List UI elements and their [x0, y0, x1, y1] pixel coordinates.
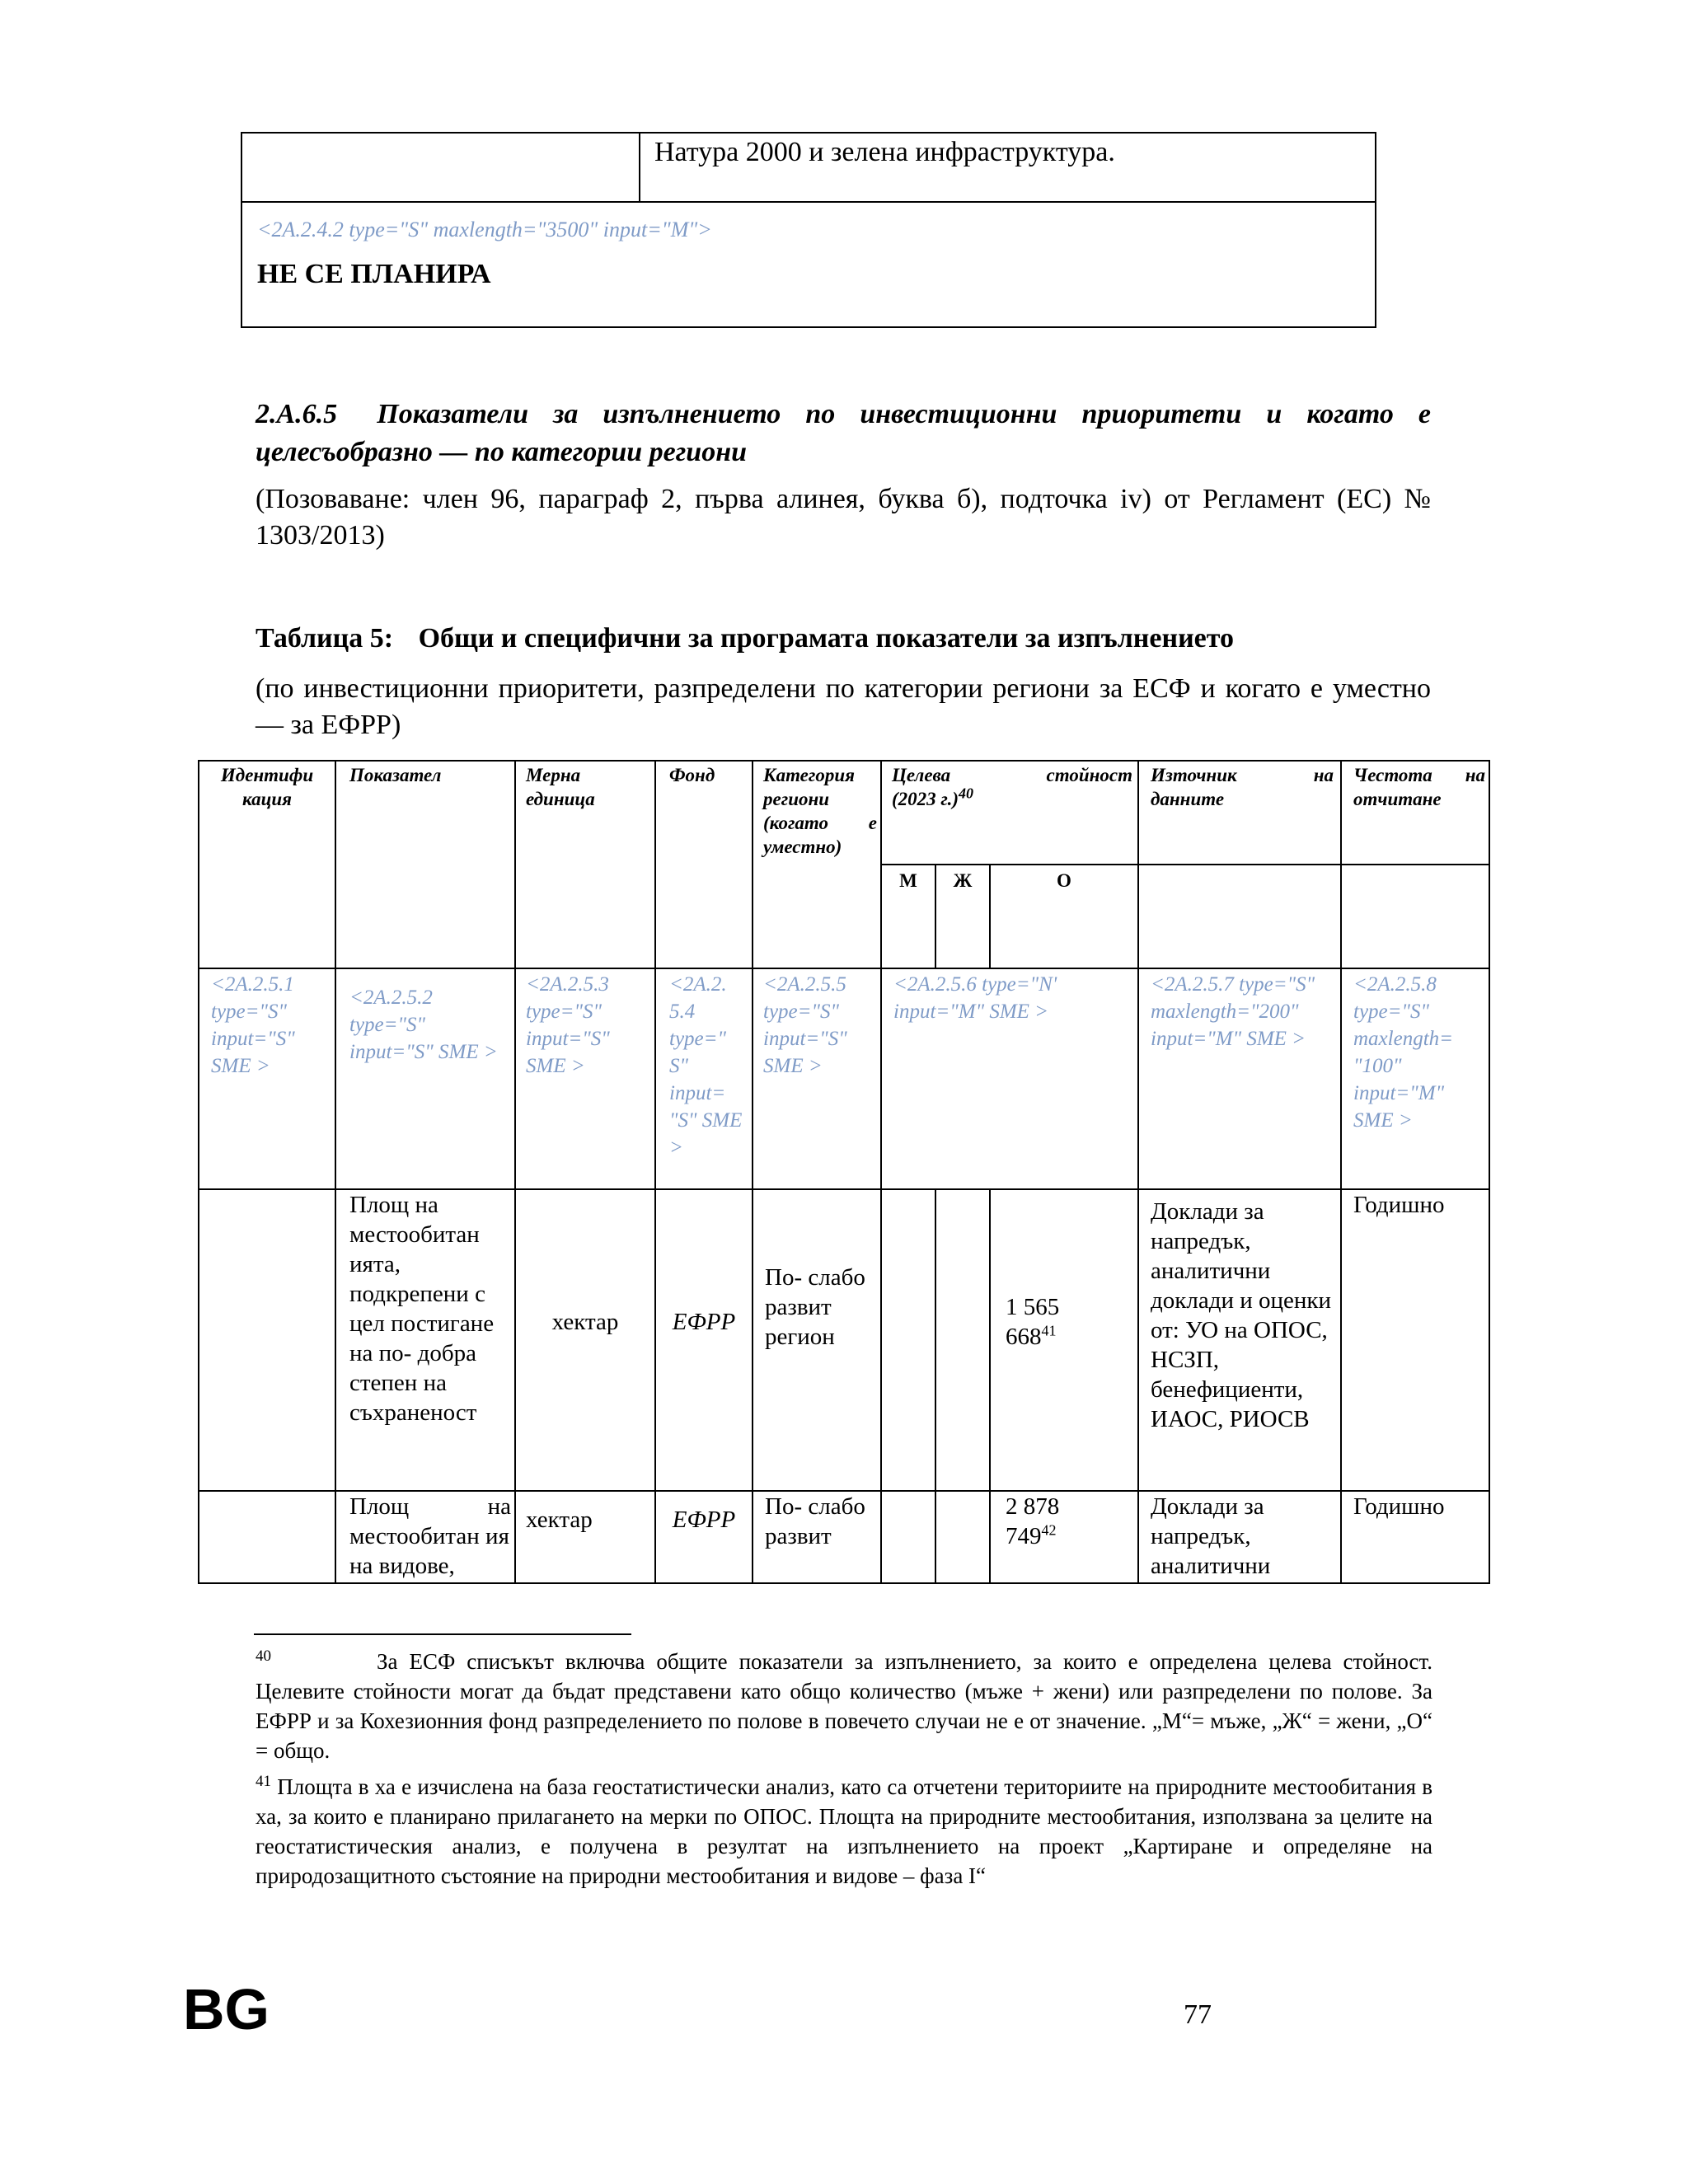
footnote-40-number: 40 — [256, 1647, 271, 1665]
header-target-word1: Целева — [892, 765, 951, 785]
col-line-7 — [1340, 760, 1342, 1584]
not-planned-label: НЕ СЕ ПЛАНИРА — [257, 259, 491, 289]
continued-text: Натура 2000 и зелена инфраструктура. — [654, 137, 1115, 167]
row2-frequency: Годишно — [1353, 1493, 1445, 1520]
row1-target-part2: 668 — [1006, 1324, 1042, 1350]
page-number: 77 — [1184, 1999, 1212, 2030]
col-line-2 — [514, 760, 516, 1584]
table-note: (по инвестиционни приоритети, разпределени по категории региони за ЕСФ и когато е уместно — за ЕФРР) — [256, 673, 1431, 740]
row1-target-total — [1006, 1292, 1129, 1352]
header-id: Идентифи кация — [220, 765, 314, 809]
row2-indicator-rest: местообитан ия на видове, — [349, 1523, 509, 1579]
footnote-41 — [256, 1772, 1432, 1891]
col-line-3 — [654, 760, 656, 1584]
header-women: Ж — [953, 870, 973, 891]
col-line-4 — [752, 760, 753, 1584]
header-total: О — [1057, 870, 1071, 891]
col-line-m-w-body — [935, 1188, 936, 1584]
header-bottom-line — [198, 968, 1490, 969]
header-indicator: Показател — [349, 765, 442, 785]
header-source-word1: Източник — [1151, 765, 1237, 785]
column-divider — [639, 134, 640, 201]
header-target-word2: стойност — [1046, 765, 1132, 785]
code-indicator: <2A.2.5.2 type="S" input="S" SME > — [349, 987, 498, 1063]
table-border-bottom — [198, 1582, 1490, 1584]
table-title — [256, 623, 1234, 654]
header-source-word2: на — [1313, 765, 1334, 785]
row2-source: Доклади за напредък, аналитични — [1151, 1493, 1271, 1579]
continued-table-box — [241, 132, 1376, 328]
field-code: <2A.2.4.2 type="S" maxlength="3500" input="M"> — [257, 218, 712, 241]
footnote-ref-40[interactable]: 40 — [959, 785, 974, 802]
row1-frequency: Годишно — [1353, 1192, 1445, 1218]
section-number: 2.A.6.5 — [256, 399, 338, 429]
code-region: <2A.2.5.5 type="S" input="S" SME > — [763, 973, 847, 1077]
footnote-separator — [254, 1633, 631, 1635]
language-code: BG — [183, 1977, 270, 2041]
row2-region: По- слабо развит — [765, 1493, 865, 1549]
table-border-right — [1489, 760, 1490, 1584]
row1-fund: ЕФРР — [672, 1309, 736, 1335]
header-target-year: (2023 г.) — [892, 789, 959, 809]
header-region-category: Категория региони (когато е уместно) — [763, 765, 877, 857]
table-border-top — [198, 760, 1490, 762]
code-target: <2A.2.5.6 type="N' input="M" SME > — [893, 973, 1057, 1023]
row2-indicator-word2: на — [487, 1493, 511, 1520]
header-target-value — [892, 763, 1132, 811]
row1-target-part1: 1 565 — [1006, 1294, 1060, 1320]
footnote-ref-42[interactable]: 42 — [1041, 1521, 1057, 1539]
table-label: Таблица 5: — [256, 623, 394, 654]
footnote-ref-41[interactable]: 41 — [1041, 1322, 1057, 1339]
code-source: <2A.2.5.7 type="S" maxlength="200" input="M" SME > — [1151, 973, 1315, 1050]
row2-indicator-word1: Площ — [349, 1493, 410, 1520]
footnote-41-text: Площта в ха е изчислена на база геостатистически анализ, като са отчетени териториите на природните местообитания в ха, за които е планирано прилагането на мерки по ОПОС. Площта на природните местообитания, използвана за целите на геостатистическия анализ, е получена в резултат на изпълнението на проект „Картиране и определяне на природозащитното състояние на природни местообитания и видове – фаза I“ — [256, 1774, 1432, 1888]
continued-row — [242, 134, 1375, 203]
row1-indicator: Площ на местообитан ията, подкрепени с цел постигане на по- добра степен на съхраненост — [349, 1192, 495, 1426]
header-men: М — [899, 870, 917, 891]
row1-source: Доклади за напредък, аналитични доклади и оценки от: УО на ОПОС, НСЗП, бенефициенти, ИАОС, РИОСВ — [1151, 1198, 1332, 1432]
row2-target-part2: 749 — [1006, 1523, 1042, 1549]
table-title-text: Общи и специфични за програмата показатели за изпълнението — [418, 623, 1234, 654]
footnote-40 — [256, 1647, 1432, 1765]
row2-target-part1: 2 878 — [1006, 1493, 1060, 1520]
section-title: Показатели за изпълнението по инвестиционни приоритети и когато е целесъобразно — по категории региони — [256, 399, 1432, 467]
footnote-40-text: За ЕСФ списъкът включва общите показатели за изпълнението, за които е определена целева стойност. Целевите стойности могат да бъдат представени като общо количество (мъже + жени) или разпределени по полове. За ЕФРР и за Кохезионния фонд разпределението по полове в повечето случаи не е от значение. „М“= мъже, „Ж“ = жени, „О“ = общо. — [256, 1649, 1433, 1763]
header-unit: Мерна единица — [526, 765, 595, 809]
code-fund: <2A.2. 5.4 type=" S" input= "S" SME > — [669, 973, 743, 1159]
header-frequency: Честота на отчитане — [1353, 765, 1485, 809]
target-subheader-line — [880, 864, 1490, 865]
code-frequency: <2A.2.5.8 type="S" maxlength= "100" input="M" SME > — [1353, 973, 1454, 1132]
row1-region: По- слабо развит регион — [765, 1264, 865, 1350]
row2-unit: хектар — [526, 1507, 593, 1533]
footnote-41-number: 41 — [256, 1773, 271, 1790]
indicators-table — [198, 760, 1490, 1584]
table-border-left — [198, 760, 199, 1584]
header-data-source — [1151, 763, 1334, 811]
col-line-6 — [1137, 760, 1139, 1584]
code-unit: <2A.2.5.3 type="S" input="S" SME > — [526, 973, 610, 1077]
col-line-1 — [335, 760, 336, 1584]
regulation-reference: (Позоваване: член 96, параграф 2, първа алинея, буква б), подточка iv) от Регламент (ЕС) № 1303/2013) — [256, 484, 1431, 551]
header-source-word3: данните — [1151, 789, 1225, 809]
code-id: <2A.2.5.1 type="S" input="S" SME > — [211, 973, 295, 1077]
row2-fund: ЕФРР — [672, 1507, 736, 1533]
section-heading — [256, 396, 1431, 471]
row2-indicator — [349, 1492, 511, 1581]
col-line-w-o-body — [989, 1188, 991, 1584]
header-fund: Фонд — [669, 765, 715, 785]
row2-target-total — [1006, 1492, 1129, 1551]
row1-unit: хектар — [551, 1309, 619, 1335]
